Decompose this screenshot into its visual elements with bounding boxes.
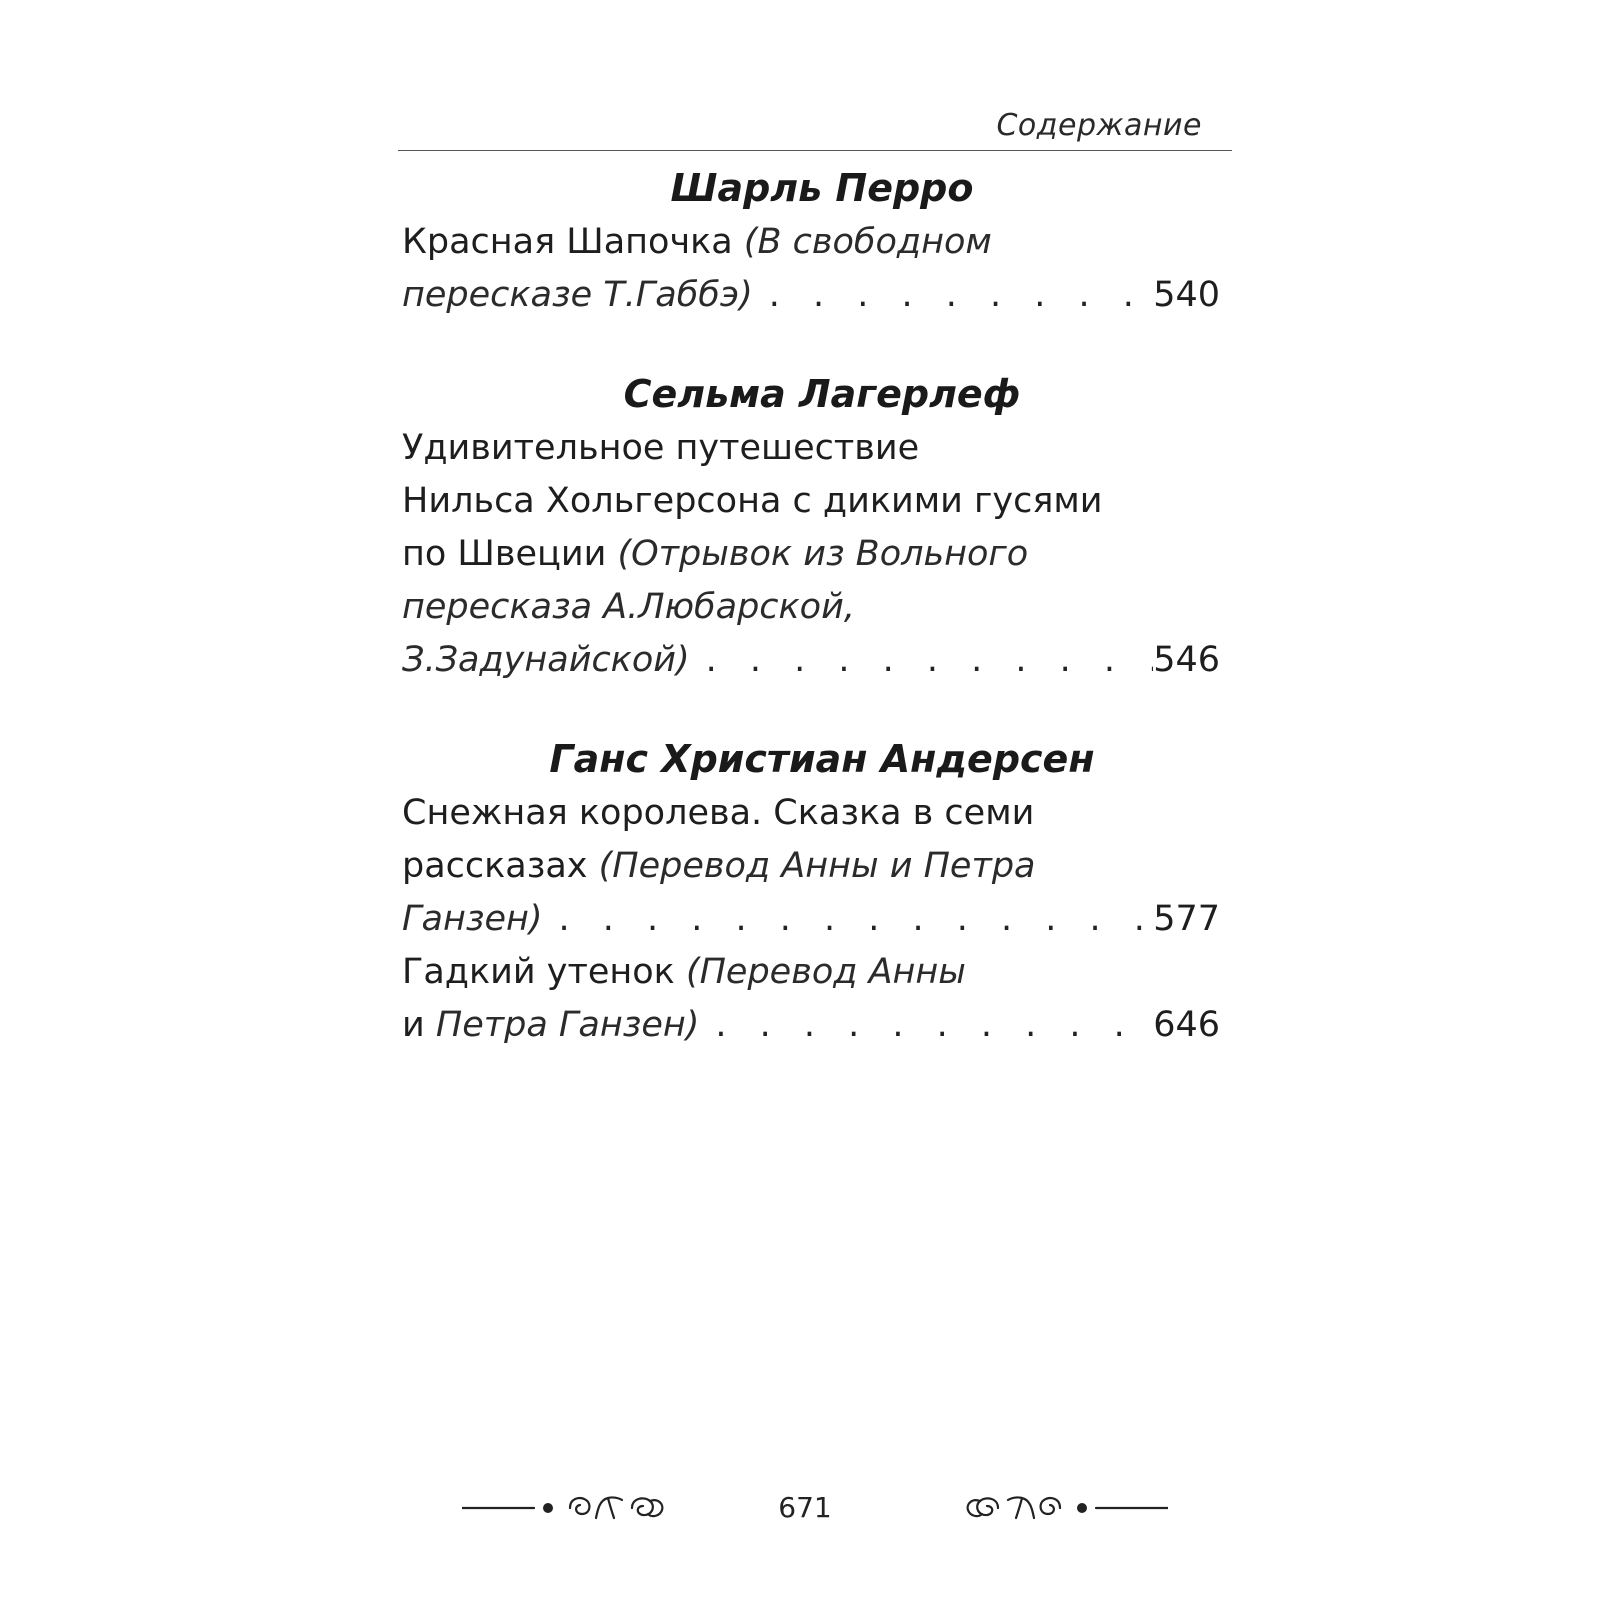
header-rule [398,150,1232,151]
entry-page-number: 577 [1153,899,1220,939]
dot-leader [690,634,1154,687]
table-of-contents [402,160,1232,1052]
flourish-right-icon [958,1488,1168,1528]
entry-line [402,475,1232,528]
entry-line [402,581,1232,634]
toc-section-lagerlof [402,366,1232,687]
entry-title-text: по Швеции [402,534,618,574]
entry-credit-text: пересказа А.Любарской, [402,587,855,627]
entry-credit-text: (В свободном [743,222,992,262]
entry-page-number: 646 [1153,1005,1220,1045]
flourish-left-icon [462,1488,672,1528]
entry-credit-text: Ганзен) [402,899,543,939]
toc-entry[interactable] [402,946,1232,1052]
toc-section-perrault [402,160,1232,322]
dot-leader [543,893,1154,946]
entry-page-number: 540 [1153,275,1220,315]
page-footer [0,1488,1600,1548]
entry-last-line [402,893,1220,946]
entry-title-text: Красная Шапочка [402,222,744,262]
toc-entry[interactable] [402,216,1232,322]
author-heading: Сельма Лагерлеф [623,372,1021,416]
entry-line [402,216,1232,269]
author-heading: Ганс Христиан Андерсен [549,737,1095,781]
entry-last-line [402,634,1220,687]
entry-title-text: Нильса Хольгерсона с дикими гусями [402,481,1103,521]
toc-entry[interactable] [402,422,1232,687]
entry-title-text: Гадкий утенок [402,952,686,992]
entry-title-text: рассказах [402,846,599,886]
entry-credit-text: (Перевод Анны и Петра [598,846,1036,886]
entry-credit-text: (Перевод Анны [685,952,966,992]
entry-credit-text: пересказе Т.Габбэ) [402,275,753,315]
entry-line [402,840,1232,893]
entry-title-text: Удивительное путешествие [402,428,920,468]
toc-entry[interactable] [402,787,1232,946]
entry-line [402,528,1232,581]
entry-line [402,946,1232,999]
running-head [398,108,1232,143]
entry-last-line [402,269,1220,322]
entry-title-text: и [402,1005,436,1045]
entry-line [402,422,1232,475]
entry-credit-text: (Отрывок из Вольного [617,534,1029,574]
page-number: 671 [778,1491,832,1524]
author-heading: Шарль Перро [670,166,974,210]
running-head-title: Содержание [996,108,1202,143]
entry-title-text: Снежная королева. Сказка в семи [402,793,1035,833]
entry-page-number: 546 [1153,640,1220,680]
entry-line [402,787,1232,840]
dot-leader [753,269,1153,322]
entry-last-line [402,999,1220,1052]
entry-credit-text: Петра Ганзен) [435,1005,700,1045]
dot-leader [699,999,1153,1052]
entry-credit-text: З.Задунайской) [402,640,690,680]
toc-section-andersen [402,731,1232,1052]
